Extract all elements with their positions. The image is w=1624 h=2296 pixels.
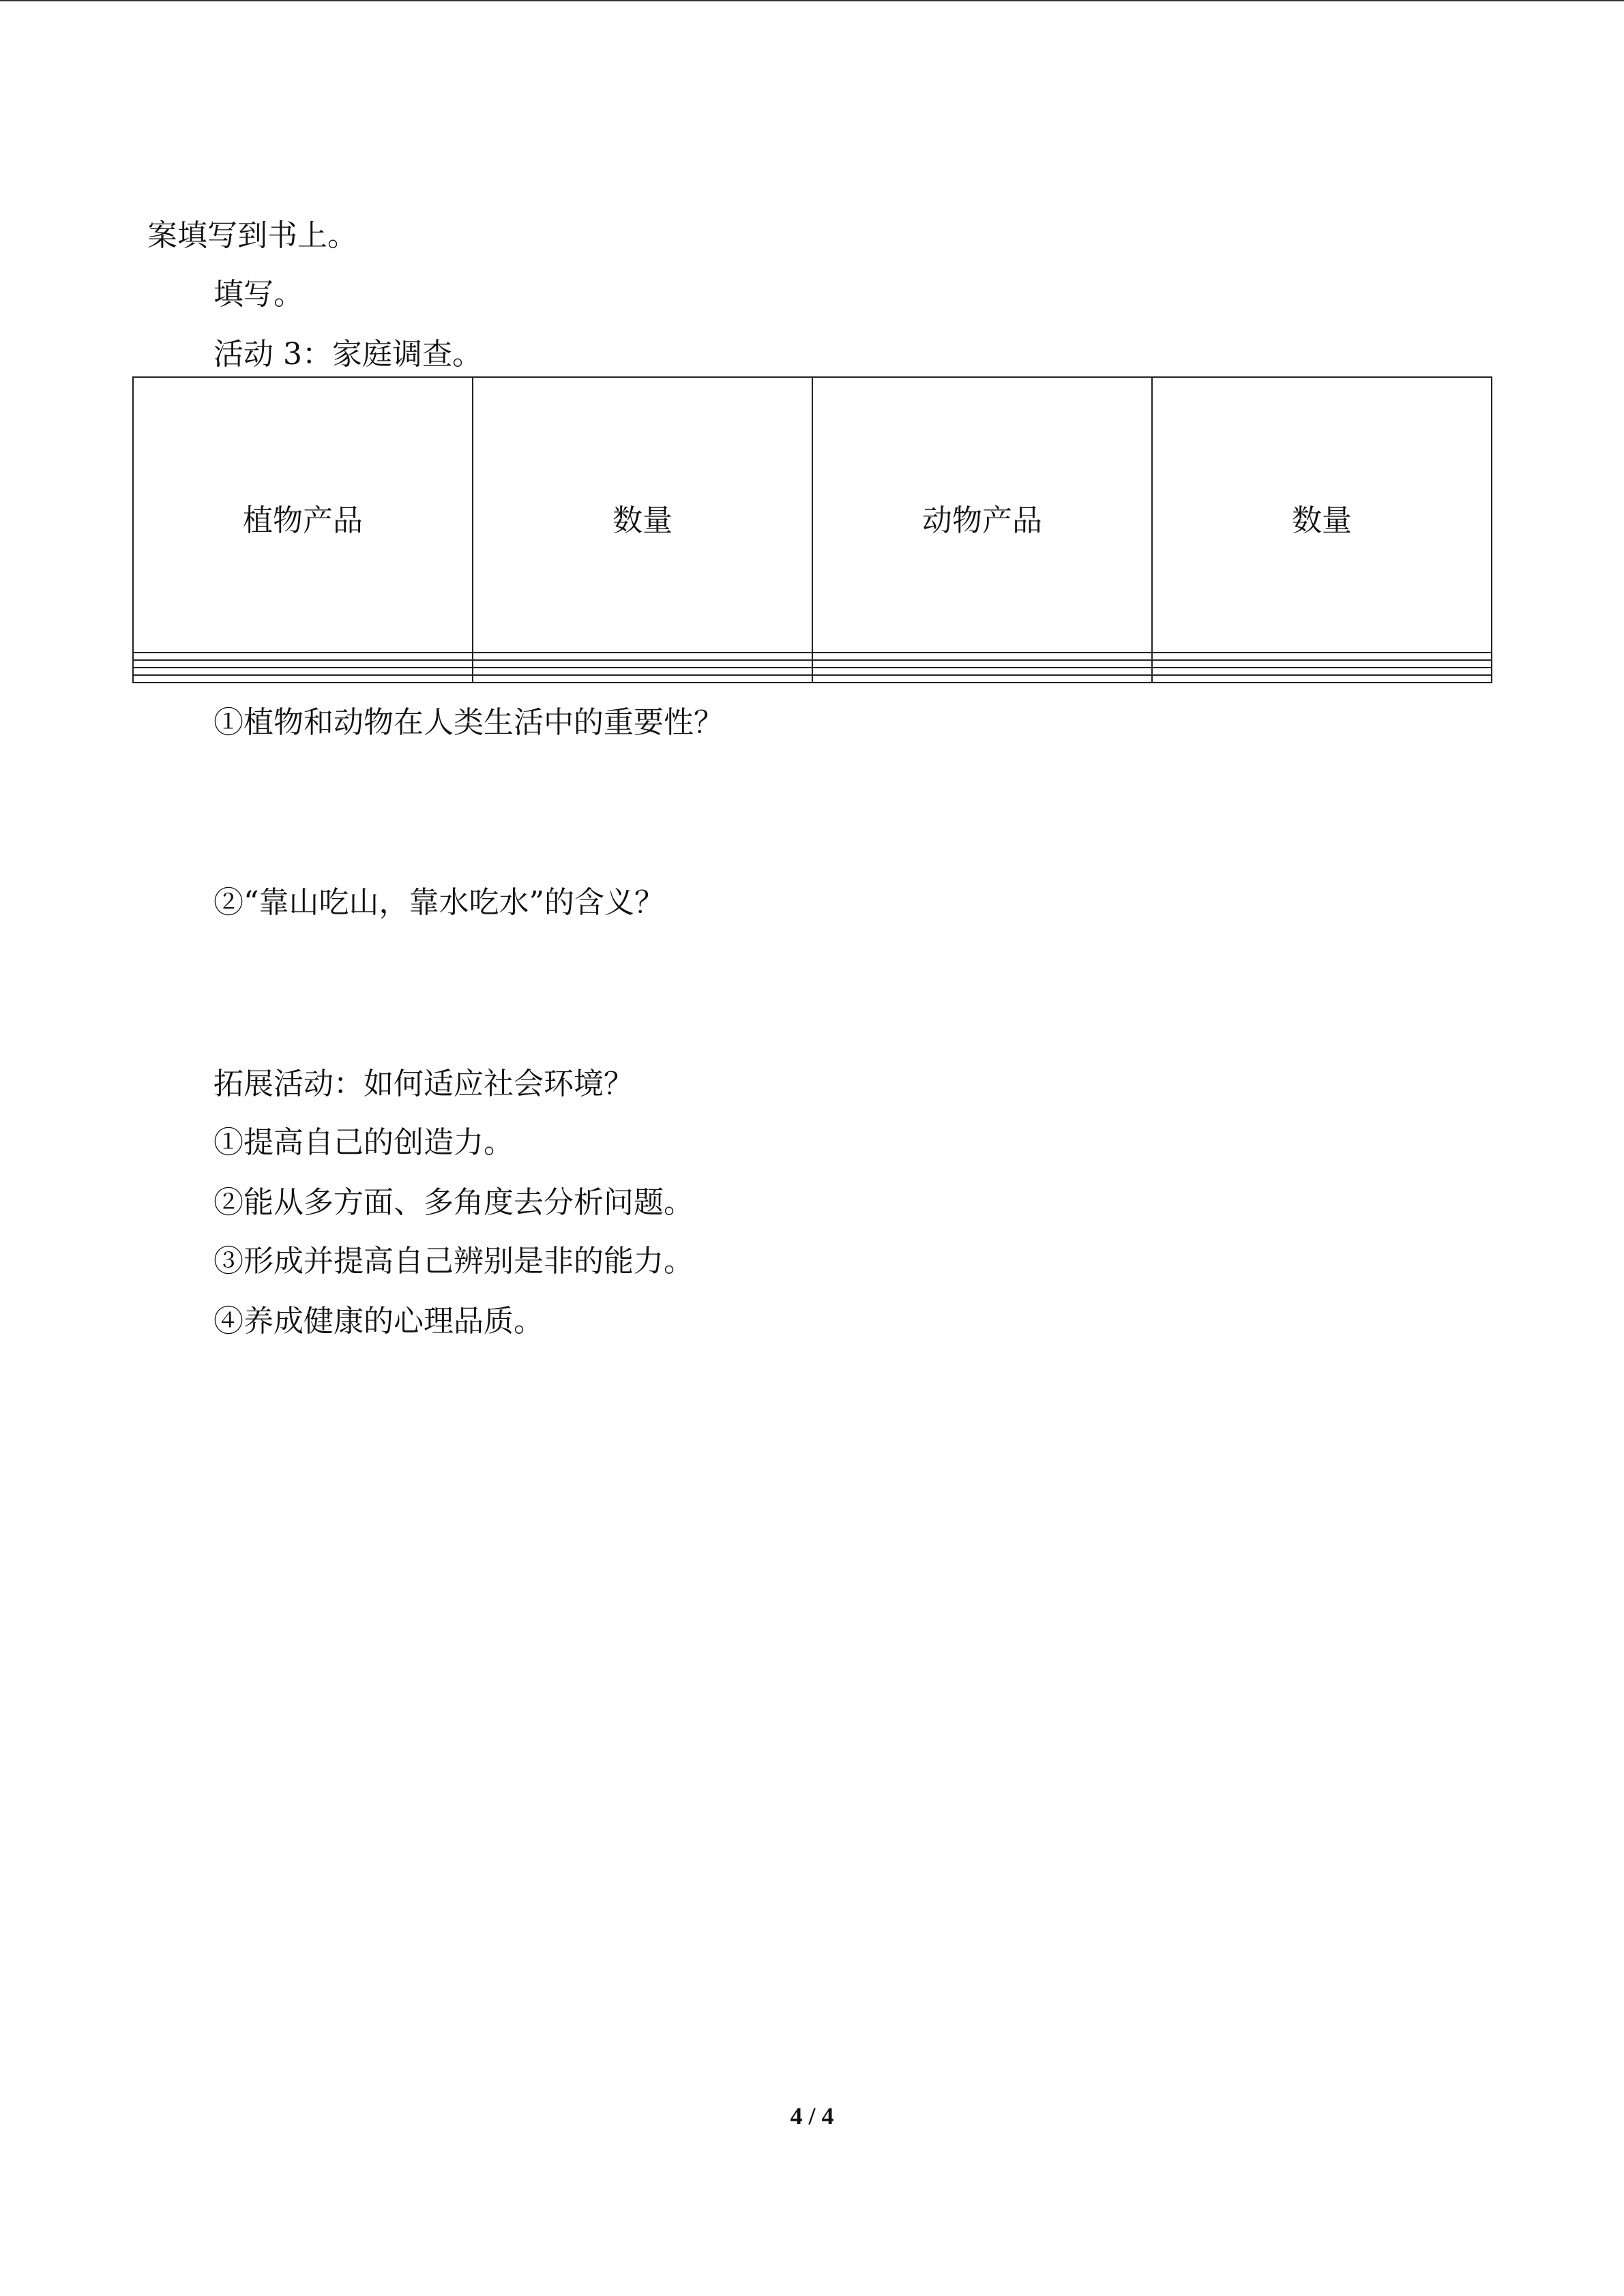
extension-item-2: ②能从多方面、多角度去分析问题。 — [213, 1185, 694, 1220]
family-survey-table — [132, 376, 1492, 683]
table-row — [133, 675, 1492, 683]
table-row — [133, 660, 1492, 668]
table-cell[interactable] — [473, 660, 812, 668]
table-cell[interactable] — [133, 653, 473, 660]
intro-line-1: 案填写到书上。 — [147, 218, 357, 253]
table-cell[interactable] — [812, 675, 1152, 683]
table-cell[interactable] — [812, 660, 1152, 668]
family-survey-table-wrapper — [132, 376, 1492, 683]
table-cell[interactable] — [473, 668, 812, 675]
extension-item-4: ④养成健康的心理品质。 — [213, 1304, 544, 1339]
table-header-row — [133, 377, 1492, 653]
header-plant-products: 植物产品 — [133, 377, 473, 653]
activity-3-heading: 活动 3：家庭调查。 — [213, 337, 482, 372]
intro-line-2: 填写。 — [213, 277, 304, 312]
table-cell[interactable] — [1152, 660, 1492, 668]
table-cell[interactable] — [812, 668, 1152, 675]
header-quantity-2: 数量 — [1152, 377, 1492, 653]
extension-activity-title: 拓展活动：如何适应社会环境？ — [213, 1067, 634, 1101]
question-1: ①植物和动物在人类生活中的重要性？ — [213, 705, 724, 740]
header-quantity-1: 数量 — [473, 377, 812, 653]
table-cell[interactable] — [133, 660, 473, 668]
table-row — [133, 653, 1492, 660]
table-cell[interactable] — [133, 675, 473, 683]
page-number: 4 / 4 — [790, 2102, 834, 2130]
table-cell[interactable] — [812, 653, 1152, 660]
extension-item-1: ①提高自己的创造力。 — [213, 1125, 514, 1160]
table-cell[interactable] — [473, 653, 812, 660]
table-cell[interactable] — [1152, 653, 1492, 660]
top-border — [0, 0, 1624, 1]
table-cell[interactable] — [133, 668, 473, 675]
question-2: ②“靠山吃山，靠水吃水”的含义？ — [213, 885, 664, 920]
table-cell[interactable] — [1152, 668, 1492, 675]
header-animal-products: 动物产品 — [812, 377, 1152, 653]
table-cell[interactable] — [473, 675, 812, 683]
extension-item-3: ③形成并提高自己辨别是非的能力。 — [213, 1244, 694, 1279]
table-cell[interactable] — [1152, 675, 1492, 683]
table-row — [133, 668, 1492, 675]
